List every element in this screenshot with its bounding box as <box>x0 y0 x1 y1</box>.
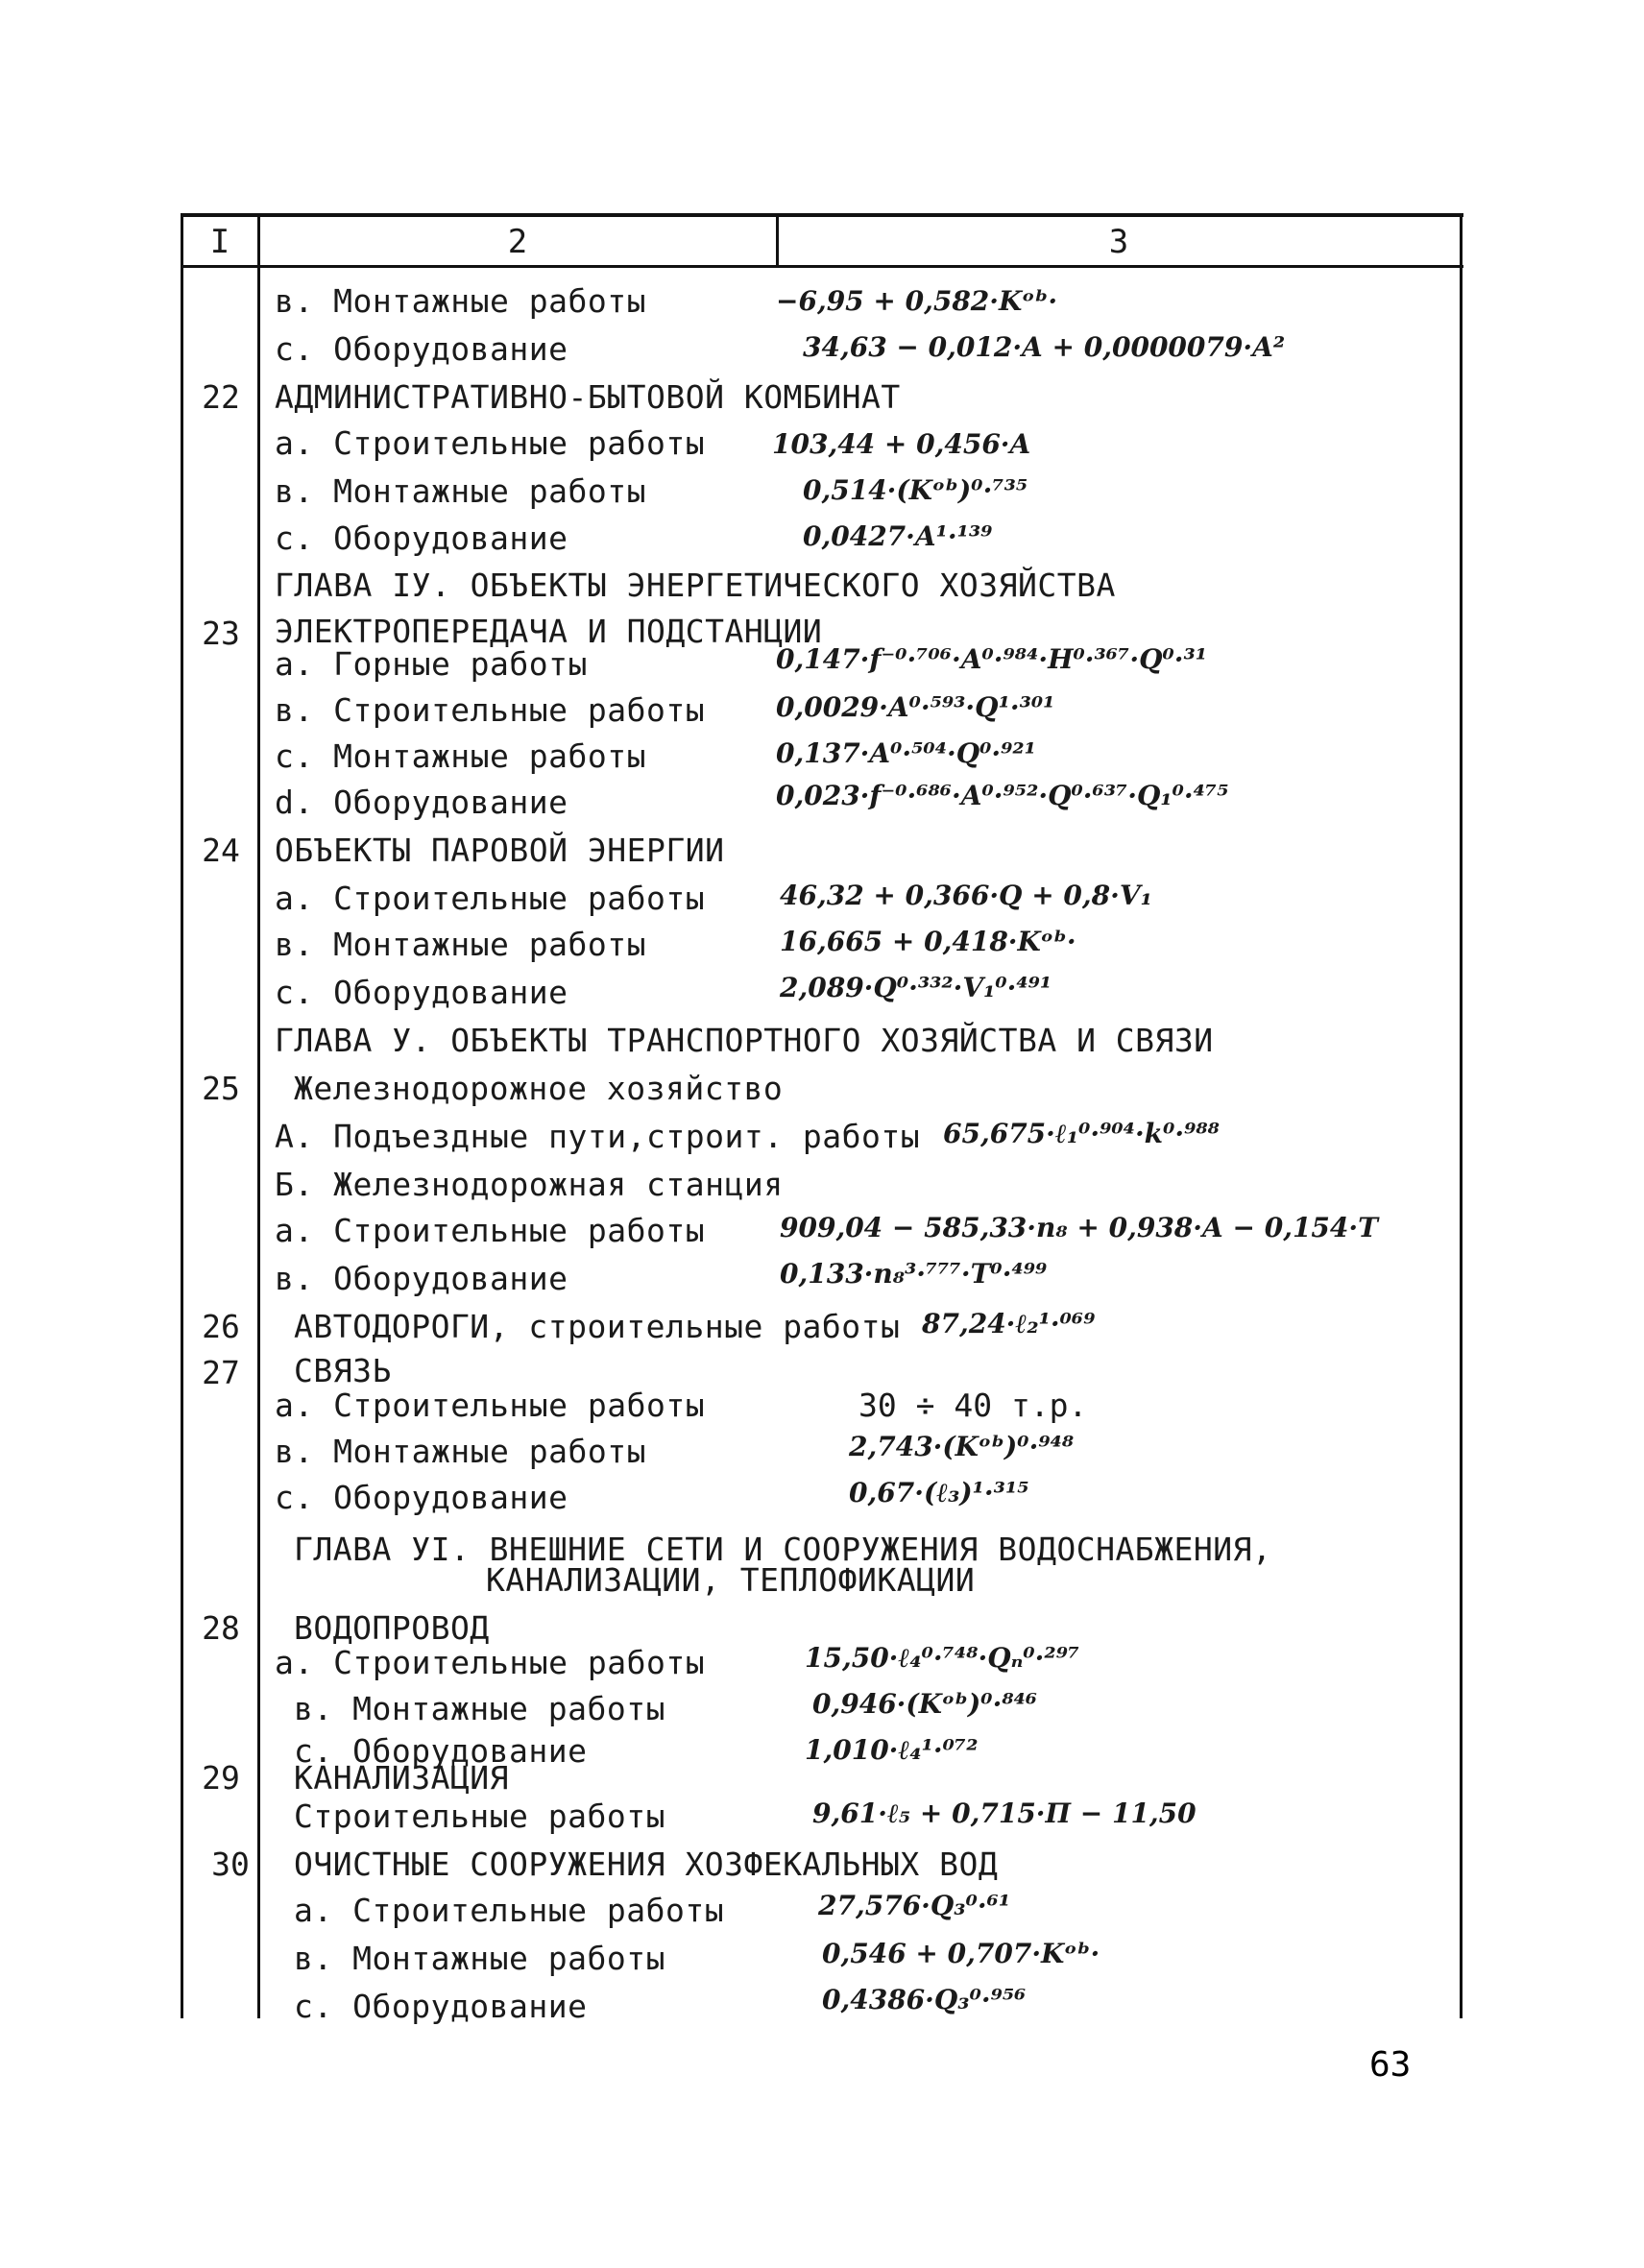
row-5-formula: 0,0427·A¹·¹³⁹ <box>803 520 993 552</box>
row-1-text: с. Оборудование <box>275 330 568 368</box>
row-2-text: АДМИНИСТРАТИВНО-БЫТОВОЙ КОМБИНАТ <box>275 378 901 416</box>
table-top-border <box>181 213 1463 217</box>
row-20-formula: 909,04 − 585,33·n₈ + 0,938·A − 0,154·T <box>780 1212 1378 1243</box>
row-17-text: Железнодорожное хозяйство <box>294 1070 784 1107</box>
row-35-text: ОЧИСТНЫЕ СООРУЖЕНИЯ ХОЗФЕКАЛЬНЫХ ВОД <box>294 1846 999 1883</box>
row-11-formula: 0,023·f⁻⁰·⁶⁸⁶·A⁰·⁹⁵²·Q⁰·⁶³⁷·Q₁⁰·⁴⁷⁵ <box>776 780 1229 811</box>
row-23-number: 27 <box>202 1354 240 1391</box>
row-24-formula: 30 ÷ 40 т.р. <box>858 1387 1088 1424</box>
row-36-text: а. Строительные работы <box>294 1892 725 1929</box>
column-divider-1 <box>257 213 260 2018</box>
row-25-text: в. Монтажные работы <box>275 1433 646 1470</box>
row-28-chapter: КАНАЛИЗАЦИИ, ТЕПЛОФИКАЦИИ <box>486 1561 976 1599</box>
row-0-formula: −6,95 + 0,582·Kᵒᵇ· <box>776 285 1058 317</box>
row-3-text: а. Строительные работы <box>275 424 706 462</box>
row-10-text: с. Монтажные работы <box>275 737 646 775</box>
row-7-number: 23 <box>202 615 240 652</box>
row-33-number: 29 <box>202 1759 240 1797</box>
row-34-formula: 9,61·ℓ₅ + 0,715·П − 11,50 <box>812 1798 1197 1829</box>
row-36-formula: 27,576·Q₃⁰·⁶¹ <box>818 1890 1011 1921</box>
row-21-text: в. Оборудование <box>275 1260 568 1297</box>
row-22-text: АВТОДОРОГИ, строительные работы <box>294 1308 901 1345</box>
row-5-text: с. Оборудование <box>275 519 568 557</box>
row-14-text: в. Монтажные работы <box>275 926 646 963</box>
row-22-formula: 87,24·ℓ₂¹·⁰⁶⁹ <box>922 1308 1096 1339</box>
row-33-text: КАНАЛИЗАЦИЯ <box>294 1759 510 1797</box>
row-18-text: А. Подъездные пути,строит. работы <box>275 1118 921 1155</box>
row-15-text: с. Оборудование <box>275 974 568 1011</box>
header-bottom-border <box>181 265 1463 268</box>
row-29-number: 28 <box>202 1609 240 1647</box>
row-25-formula: 2,743·(Kᵒᵇ)⁰·⁹⁴⁸ <box>849 1431 1075 1462</box>
row-22-number: 26 <box>202 1308 240 1345</box>
row-19-text: Б. Железнодорожная станция <box>275 1166 784 1203</box>
row-14-formula: 16,665 + 0,418·Kᵒᵇ· <box>780 926 1076 957</box>
row-38-text: с. Оборудование <box>294 1988 588 2025</box>
row-38-formula: 0,4386·Q₃⁰·⁹⁵⁶ <box>822 1984 1027 2015</box>
row-21-formula: 0,133·n₈³·⁷⁷⁷·T⁰·⁴⁹⁹ <box>780 1258 1048 1290</box>
row-15-formula: 2,089·Q⁰·³³²·V₁⁰·⁴⁹¹ <box>780 972 1052 1003</box>
row-0-text: в. Монтажные работы <box>275 282 646 320</box>
row-27-chapter: ГЛАВА УI. ВНЕШНИЕ СЕТИ И СООРУЖЕНИЯ ВОДОСНАБЖЕНИЯ, <box>294 1531 1272 1568</box>
header-col-3: 3 <box>1108 223 1129 261</box>
row-37-formula: 0,546 + 0,707·Kᵒᵇ· <box>822 1938 1100 1969</box>
row-8-formula: 0,147·f⁻⁰·⁷⁰⁶·A⁰·⁹⁸⁴·H⁰·³⁶⁷·Q⁰·³¹ <box>776 643 1208 675</box>
row-18-formula: 65,675·ℓ₁⁰·⁹⁰⁴·k⁰·⁹⁸⁸ <box>943 1118 1220 1149</box>
page-number: 63 <box>1369 2045 1412 2085</box>
row-4-formula: 0,514·(Kᵒᵇ)⁰·⁷³⁵ <box>803 474 1028 506</box>
row-3-formula: 103,44 + 0,456·A <box>772 428 1031 460</box>
row-30-text: а. Строительные работы <box>275 1644 706 1681</box>
row-13-formula: 46,32 + 0,366·Q + 0,8·V₁ <box>780 880 1152 911</box>
row-23-text: СВЯЗЬ <box>294 1352 392 1389</box>
row-24-text: а. Строительные работы <box>275 1387 706 1424</box>
row-9-text: в. Строительные работы <box>275 691 706 729</box>
row-17-number: 25 <box>202 1070 240 1107</box>
header-col-1: I <box>209 223 230 261</box>
row-12-text: ОБЪЕКТЫ ПАРОВОЙ ЭНЕРГИИ <box>275 832 725 869</box>
table-left-border <box>181 213 183 2018</box>
row-1-formula: 34,63 − 0,012·A + 0,0000079·A² <box>803 331 1286 363</box>
row-20-text: а. Строительные работы <box>275 1212 706 1249</box>
row-37-text: в. Монтажные работы <box>294 1940 665 1977</box>
row-4-text: в. Монтажные работы <box>275 472 646 510</box>
row-9-formula: 0,0029·A⁰·⁵⁹³·Q¹·³⁰¹ <box>776 691 1055 723</box>
table-right-border <box>1460 213 1463 2018</box>
row-2-number: 22 <box>202 378 240 416</box>
row-16-chapter: ГЛАВА У. ОБЪЕКТЫ ТРАНСПОРТНОГО ХОЗЯЙСТВА И СВЯЗИ <box>275 1022 1214 1059</box>
row-34-text: Строительные работы <box>294 1798 665 1835</box>
row-31-text: в. Монтажные работы <box>294 1690 665 1727</box>
row-32-text: с. Оборудование <box>294 1732 588 1770</box>
header-col-2: 2 <box>507 223 528 261</box>
row-29-text: ВОДОПРОВОД <box>294 1609 490 1647</box>
row-30-formula: 15,50·ℓ₄⁰·⁷⁴⁸·Qₙ⁰·²⁹⁷ <box>805 1642 1080 1674</box>
row-11-text: d. Оборудование <box>275 784 568 821</box>
row-26-formula: 0,67·(ℓ₃)¹·³¹⁵ <box>849 1477 1029 1508</box>
row-10-formula: 0,137·A⁰·⁵⁰⁴·Q⁰·⁹²¹ <box>776 737 1036 769</box>
row-7-text: ЭЛЕКТРОПЕРЕДАЧА И ПОДСТАНЦИИ <box>275 613 823 650</box>
row-6-chapter: ГЛАВА IУ. ОБЪЕКТЫ ЭНЕРГЕТИЧЕСКОГО ХОЗЯЙСТВА <box>275 567 1116 604</box>
row-13-text: а. Строительные работы <box>275 880 706 917</box>
row-35-number: 30 <box>211 1846 250 1883</box>
row-32-formula: 1,010·ℓ₄¹·⁰⁷² <box>805 1734 979 1766</box>
row-31-formula: 0,946·(Kᵒᵇ)⁰·⁸⁴⁶ <box>812 1688 1038 1720</box>
row-26-text: с. Оборудование <box>275 1479 568 1516</box>
row-8-text: а. Горные работы <box>275 645 588 683</box>
row-12-number: 24 <box>202 832 240 869</box>
